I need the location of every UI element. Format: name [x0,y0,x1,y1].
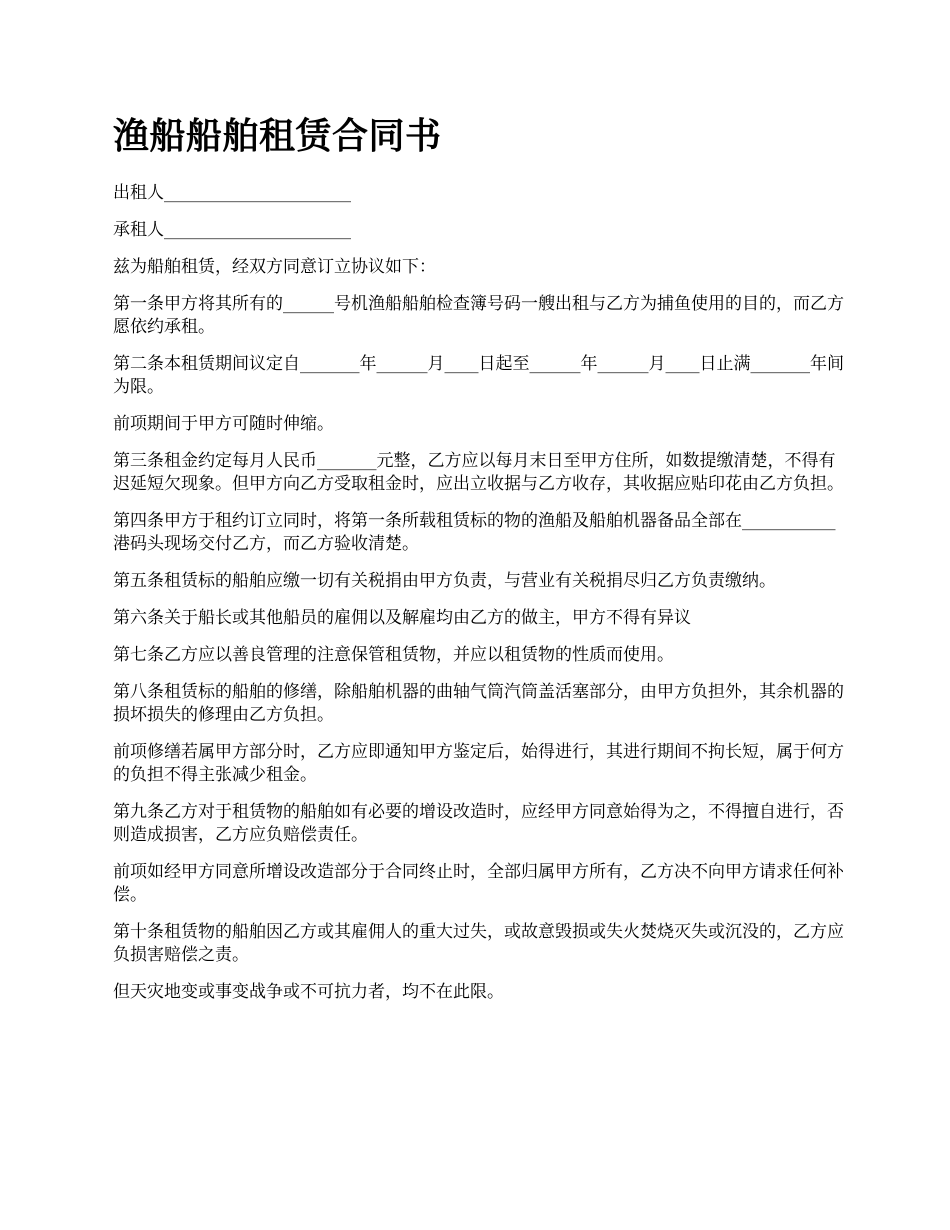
article-10: 第十条租赁物的船舶因乙方或其雇佣人的重大过失，或故意毁损或失火焚烧灭失或沉没的，乙方应负损害赔偿之责。 [113,922,844,965]
article-2-note: 前项期间于甲方可随时伸缩。 [113,414,334,434]
article-6: 第六条关于船长或其他船员的雇佣以及解雇均由乙方的做主，甲方不得有异议 [113,608,691,628]
article-8-note: 前项修缮若属甲方部分时，乙方应即通知甲方鉴定后，始得进行，其进行期间不拘长短，属于何方的负担不得主张减少租金。 [113,742,844,785]
document-page [113,112,848,1018]
preamble: 兹为船舶租赁，经双方同意订立协议如下： [113,257,436,277]
article-8: 第八条租赁标的船舶的修缮，除船舶机器的曲轴气筒汽筒盖活塞部分，由甲方负担外，其余机器的损坏损失的修理由乙方负担。 [113,682,844,725]
document-title: 渔船船舶租赁合同书 [113,116,442,157]
lessor-line: 出租人______________________ [113,183,351,203]
article-7: 第七条乙方应以善良管理的注意保管租赁物，并应以租赁物的性质而使用。 [113,645,674,665]
lessee-line: 承租人______________________ [113,220,351,240]
article-10-note: 但天灾地变或事变战争或不可抗力者，均不在此限。 [113,982,504,1002]
article-9-note: 前项如经甲方同意所增设改造部分于合同终止时，全部归属甲方所有，乙方决不向甲方请求任何补偿。 [113,862,844,905]
article-9: 第九条乙方对于租赁物的船舶如有必要的增设改造时，应经甲方同意始得为之，不得擅自进行，否则造成损害，乙方应负赔偿责任。 [113,802,844,845]
article-5: 第五条租赁标的船舶应缴一切有关税捐由甲方负责，与营业有关税捐尽归乙方负责缴纳。 [113,571,776,591]
article-2: 第二条本租赁期间议定自_______年______月____日起至______年______月____日止满_______年间为限。 [113,354,844,397]
article-3: 第三条租金约定每月人民币_______元整，乙方应以每月末日至甲方住所，如数提缴清楚，不得有迟延短欠现象。但甲方向乙方受取租金时，应出立收据与乙方收存，其收据应贴印花由乙方负担。 [113,451,844,494]
article-1: 第一条甲方将其所有的______号机渔船船舶检查簿号码一艘出租与乙方为捕鱼使用的目的，而乙方愿依约承租。 [113,294,844,337]
article-4: 第四条甲方于租约订立同时，将第一条所载租赁标的物的渔船及船舶机器备品全部在___________港码头现场交付乙方，而乙方验收清楚。 [113,511,836,554]
